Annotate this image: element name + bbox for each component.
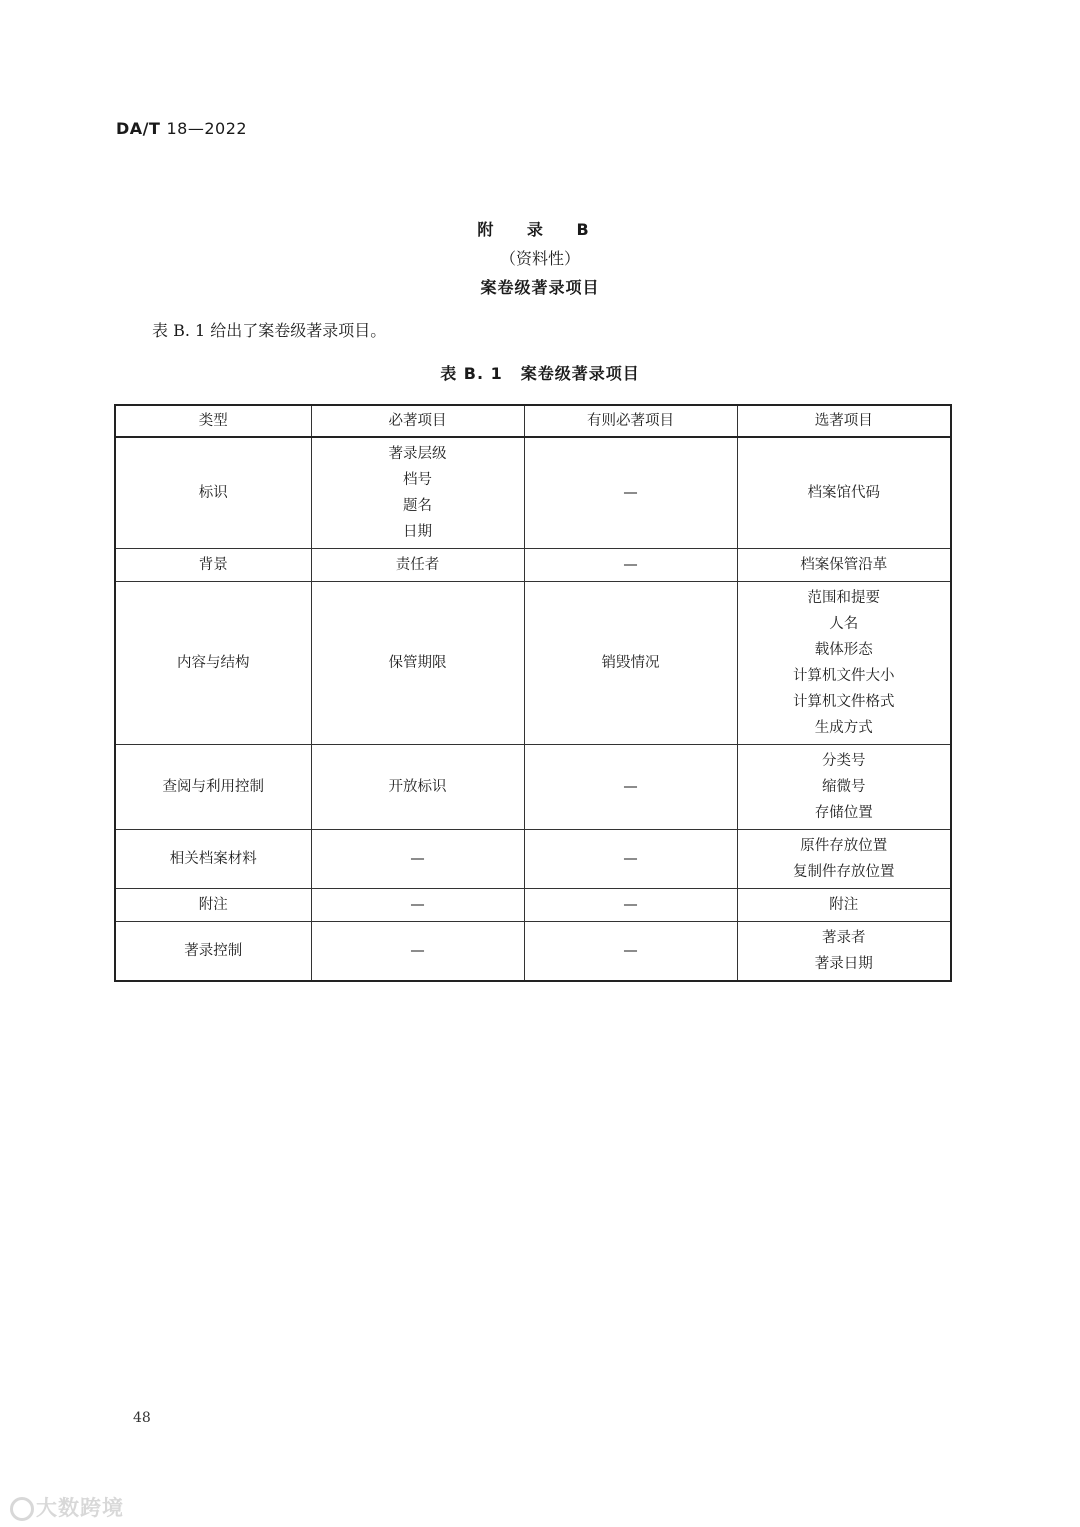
table-caption-title: 案卷级著录项目 (520, 364, 640, 383)
cell-optional (737, 745, 951, 830)
cell-optional (737, 830, 951, 889)
cell-line: 著录者 (822, 930, 866, 946)
cell-line: 原件存放位置 (800, 838, 888, 854)
table-caption (0, 361, 1080, 384)
cell-line: — (623, 897, 638, 913)
header-conditional: 有则必著项目 (524, 405, 737, 437)
intro-paragraph: 表 B. 1 给出了案卷级著录项目。 (152, 321, 387, 340)
cell-line: — (410, 851, 425, 867)
cell-line: 开放标识 (388, 779, 447, 795)
standard-code-number: 18—2022 (166, 119, 248, 138)
appendix-subject: 案卷级著录项目 (480, 278, 600, 297)
cell-optional (737, 582, 951, 745)
watermark (10, 1492, 124, 1522)
cell-required (311, 830, 524, 889)
cell-required (311, 745, 524, 830)
cell-optional (737, 437, 951, 549)
table-row (115, 582, 951, 745)
cell-conditional (524, 830, 737, 889)
cell-line: 日期 (403, 524, 432, 540)
appendix-nature: （资料性） (499, 249, 580, 268)
cell-line: 分类号 (822, 753, 866, 769)
cell-required (311, 889, 524, 922)
cell-conditional (524, 582, 737, 745)
table-caption-label: 表 B. 1 (440, 364, 503, 383)
descriptive-items-table (114, 404, 952, 982)
cell-type: 附注 (115, 889, 311, 922)
cell-line: 保管期限 (388, 655, 447, 671)
cell-line: 存储位置 (814, 805, 873, 821)
standard-code-prefix: DA/T (116, 119, 161, 138)
cell-line: — (410, 943, 425, 959)
cell-line: 著录日期 (814, 956, 873, 972)
cell-conditional (524, 922, 737, 982)
cell-line: 人名 (829, 616, 859, 632)
watermark-logo-icon (10, 1497, 34, 1521)
cell-type: 相关档案材料 (115, 830, 311, 889)
cell-required (311, 437, 524, 549)
cell-required (311, 549, 524, 582)
cell-line: — (410, 897, 425, 913)
watermark-text: 大数跨境 (36, 1496, 124, 1520)
page-number: 48 (133, 1410, 151, 1426)
cell-line: 载体形态 (814, 642, 873, 658)
cell-line: 附注 (829, 897, 859, 913)
appendix-title: 附 录 B (477, 220, 603, 239)
table-row (115, 922, 951, 982)
table-row (115, 889, 951, 922)
cell-line: 著录层级 (388, 446, 447, 462)
cell-line: 档号 (403, 472, 432, 488)
header-required: 必著项目 (311, 405, 524, 437)
cell-type: 查阅与利用控制 (115, 745, 311, 830)
cell-line: 复制件存放位置 (793, 864, 895, 880)
header-type: 类型 (115, 405, 311, 437)
cell-required (311, 922, 524, 982)
cell-line: — (623, 851, 638, 867)
cell-line: 销毁情况 (601, 655, 660, 671)
cell-line: 生成方式 (814, 720, 873, 736)
cell-line: — (623, 779, 638, 795)
table-row (115, 549, 951, 582)
header-optional: 选著项目 (737, 405, 951, 437)
cell-line: 档案馆代码 (807, 485, 880, 501)
cell-type: 背景 (115, 549, 311, 582)
cell-line: — (623, 485, 638, 501)
table-header-row (115, 405, 951, 437)
table-row (115, 437, 951, 549)
table-row (115, 745, 951, 830)
standard-code (116, 119, 247, 138)
cell-conditional (524, 549, 737, 582)
cell-line: 计算机文件格式 (793, 694, 895, 710)
cell-optional (737, 549, 951, 582)
cell-line: — (623, 943, 638, 959)
cell-type: 内容与结构 (115, 582, 311, 745)
cell-conditional (524, 745, 737, 830)
cell-optional (737, 889, 951, 922)
cell-type: 标识 (115, 437, 311, 549)
cell-conditional (524, 889, 737, 922)
table-body (115, 437, 951, 981)
cell-optional (737, 922, 951, 982)
cell-line: 缩微号 (822, 779, 866, 795)
cell-line: 范围和提要 (807, 590, 880, 606)
cell-conditional (524, 437, 737, 549)
table-row (115, 830, 951, 889)
cell-line: — (623, 557, 638, 573)
cell-type: 著录控制 (115, 922, 311, 982)
cell-required (311, 582, 524, 745)
cell-line: 计算机文件大小 (793, 668, 895, 684)
cell-line: 责任者 (395, 557, 440, 573)
cell-line: 档案保管沿革 (800, 557, 888, 573)
cell-line: 题名 (403, 498, 432, 514)
